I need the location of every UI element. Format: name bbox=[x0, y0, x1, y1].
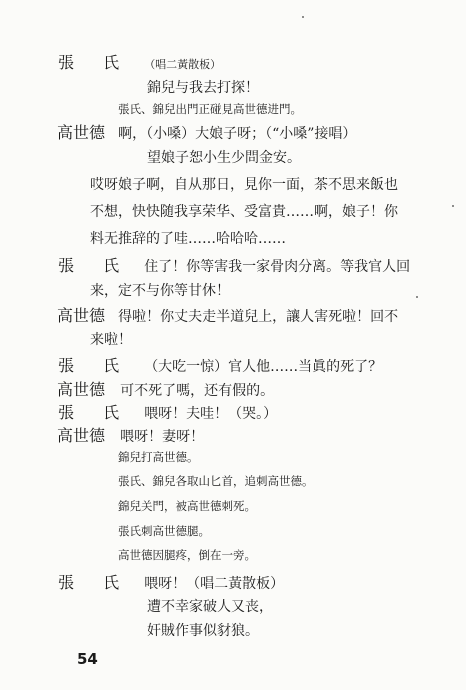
speaker-label: 高世德 bbox=[57, 123, 106, 142]
dialogue-text: 喂呀！（唱二黃散板） bbox=[144, 576, 285, 592]
page-number: 54 bbox=[77, 650, 98, 668]
scan-speck bbox=[416, 296, 418, 298]
dialogue-text: （大吃一惊）官人他……当眞的死了？ bbox=[144, 359, 383, 375]
dialogue-text: 啊，（小嗓）大娘子呀；（“小嗓”接唱） bbox=[118, 126, 357, 142]
dialogue-line bbox=[58, 258, 410, 274]
dialogue-line bbox=[58, 55, 221, 71]
speaker-label: 張 氏 bbox=[58, 356, 132, 375]
speaker-label: 張 氏 bbox=[58, 256, 132, 275]
stage-direction: （唱二黃散板） bbox=[144, 58, 222, 71]
sung-verse: 錦兒与我去打探！ bbox=[147, 80, 259, 96]
sung-verse: 奸賊作事似豺狼。 bbox=[147, 623, 259, 639]
dialogue-text: 料无推辞的了哇……哈哈哈…… bbox=[90, 231, 286, 247]
dialogue-text: 哎呀娘子啊，自从那日，見你一面，茶不思来飯也 bbox=[90, 177, 398, 193]
stage-direction: 錦兒打高世德。 bbox=[118, 450, 199, 464]
dialogue-text: 来啦！ bbox=[90, 332, 132, 348]
dialogue-text: 得啦！你丈夫走半道兒上，讓人害死啦！回不 bbox=[118, 309, 399, 325]
dialogue-line bbox=[57, 308, 398, 324]
dialogue-text: 来，定不与你等甘休！ bbox=[90, 283, 230, 299]
dialogue-line bbox=[58, 358, 382, 374]
scan-speck bbox=[452, 205, 454, 207]
stage-direction: 張氏、錦兒各取山匕首，追刺高世德。 bbox=[118, 474, 314, 488]
dialogue-text: 住了！你等害我一家骨肉分离。等我官人回 bbox=[144, 259, 411, 275]
dialogue-line bbox=[57, 428, 204, 444]
dialogue-line bbox=[58, 405, 277, 421]
dialogue-text: 不想，快快随我享荣华、受富貴……啊，娘子！你 bbox=[90, 204, 398, 220]
stage-direction: 張氏刺高世德腿。 bbox=[118, 524, 210, 538]
dialogue-text: 可不死了嗎，还有假的。 bbox=[120, 383, 275, 399]
dialogue-line bbox=[58, 575, 284, 591]
dialogue-line bbox=[57, 382, 274, 398]
dialogue-line bbox=[57, 125, 356, 141]
speaker-label: 張 氏 bbox=[58, 403, 132, 422]
sung-verse: 遭不幸家破人又丧， bbox=[147, 599, 273, 615]
sung-verse: 望娘子恕小生少問金安。 bbox=[147, 150, 301, 166]
speaker-label: 張 氏 bbox=[58, 573, 132, 592]
speaker-label: 高世德 bbox=[57, 380, 106, 399]
speaker-label: 高世德 bbox=[57, 306, 106, 325]
speaker-label: 高世德 bbox=[57, 426, 106, 445]
stage-direction: 高世德因腿疼，倒在一旁。 bbox=[118, 548, 256, 562]
scan-speck bbox=[302, 16, 304, 18]
stage-direction: 錦兒关門，被高世德刺死。 bbox=[118, 499, 256, 513]
dialogue-text: 喂呀！夫哇！（哭。） bbox=[144, 406, 278, 422]
stage-direction: 張氏、錦兒出門正碰見高世德进門。 bbox=[118, 102, 302, 116]
speaker-label: 張 氏 bbox=[58, 53, 132, 72]
dialogue-text: 喂呀！妻呀！ bbox=[120, 429, 205, 445]
